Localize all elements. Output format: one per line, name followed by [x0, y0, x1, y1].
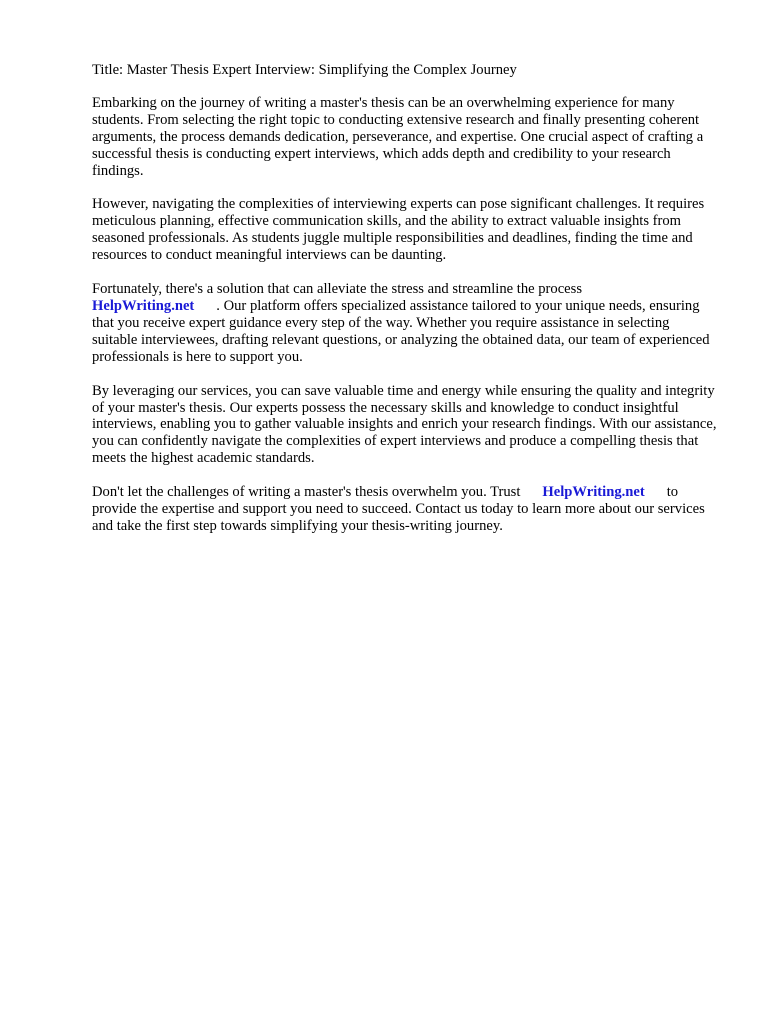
paragraph-cta-rest: to provide the expertise and support you need to succeed. Contact us today to learn more about our services and take the first step towards simplifying your thesis-writing journey.	[92, 484, 705, 534]
paragraph-intro: Embarking on the journey of writing a master's thesis can be an overwhelming experience for many students. From selecting the right topic to conducting extensive research and finally presenting coherent arguments, the process demands dedication, perseverance, and expertise. One crucial aspect of crafting a successful thesis is conducting expert interviews, which adds depth and credibility to your research findings.	[92, 94, 704, 179]
paragraph-benefits: By leveraging our services, you can save valuable time and energy while ensuring the quality and integrity of your master's thesis. Our experts possess the necessary skills and knowledge to conduct insightful interviews, enabling you to gather valuable insights and enrich your research findings. With our assistance, you can confidently navigate the complexities of expert interviews and produce a compelling thesis that meets the highest academic standards.	[92, 382, 717, 467]
document-body	[92, 62, 718, 552]
helpwriting-link-1[interactable]: HelpWriting.net	[92, 297, 195, 314]
paragraph-challenges: However, navigating the complexities of interviewing experts can pose significant challenges. It requires meticulous planning, effective communication skills, and the ability to extract valuable insights from seasoned professionals. As students juggle multiple responsibilities and deadlines, finding the time and resources to conduct meaningful interviews can be daunting.	[92, 196, 705, 264]
document-title: Title: Master Thesis Expert Interview: Simplifying the Complex Journey	[92, 62, 517, 78]
paragraph-solution-lead: Fortunately, there's a solution that can alleviate the stress and streamline the process	[92, 281, 583, 298]
paragraph-solution	[92, 281, 718, 366]
paragraph-solution-rest: . Our platform offers specialized assistance tailored to your unique needs, ensuring that you receive expert guidance every step of the way. Whether you require assistance in selecting suitable interviewees, drafting relevant questions, or analyzing the obtained data, our team of experienced professionals is here to support you.	[92, 297, 710, 365]
paragraph-call-to-action	[92, 484, 718, 535]
paragraph-cta-lead: Don't let the challenges of writing a master's thesis overwhelm you. Trust	[92, 484, 521, 501]
helpwriting-link-2[interactable]: HelpWriting.net	[542, 484, 645, 501]
